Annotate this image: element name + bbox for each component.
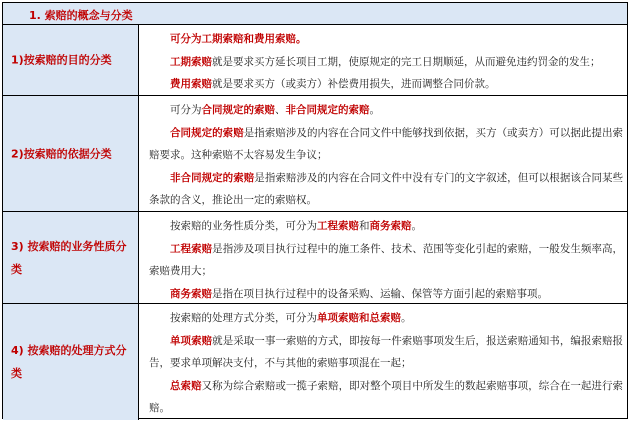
highlighted-term: 商务索赔	[369, 220, 412, 232]
description-paragraph	[149, 330, 623, 375]
description-text: 又称为综合索赔或一揽子索赔，即对整个项目中所发生的数起索赔事项，综合在一起进行索赔。	[149, 379, 624, 414]
description-text: 就是采取一事一索赔的方式，即按每一件索赔事项发生后，报送索赔通知书，编报索赔报告，要求单项解决支付，不与其他的索赔事项混在一起；	[149, 334, 624, 369]
table-row	[3, 96, 627, 212]
highlighted-term: 工期索赔	[170, 55, 212, 68]
description-cell	[149, 215, 623, 305]
description-text: 是指索赔涉及的内容在合同文件中能够找到依据，买方（或卖方）可以据此提出索赔要求。这种索赔不太容易发生争议；	[149, 126, 623, 161]
description-text: 可分为	[170, 104, 202, 116]
category-label: 1)按索赔的目的分类	[11, 53, 112, 67]
title-row	[3, 3, 627, 25]
description-text: 、	[275, 104, 286, 116]
category-label: 2)按索赔的依据分类	[11, 147, 112, 160]
description-text: 。	[369, 104, 380, 116]
category-cell	[3, 304, 139, 420]
description-paragraph	[149, 375, 623, 420]
highlighted-term: 可分为工期索赔和费用索赔。	[170, 33, 307, 45]
description-paragraph	[149, 73, 623, 96]
highlighted-term: 商务索赔	[170, 287, 212, 300]
highlighted-term: 非合同规定的索赔	[170, 171, 255, 184]
highlighted-term: 合同规定的索赔	[201, 104, 275, 116]
description-text: 是指涉及项目执行过程中的施工条件、技术、范围等变化引起的索赔，一般发生频率高，索赔费用大；	[149, 242, 624, 277]
table-row	[3, 304, 627, 420]
category-cell	[3, 212, 139, 303]
description-text: 就是要求买方延长项目工期，使原规定的完工日期顺延，从而避免违约罚金的发生；	[212, 55, 601, 68]
description-text: 是指索赔涉及的内容在合同文件中没有专门的文字叙述，但可以根据该合同某些条款的含义，推论出一定的索赔权。	[149, 171, 624, 206]
highlighted-term: 单项索赔	[170, 334, 213, 347]
description-paragraph	[149, 215, 623, 238]
category-cell	[3, 96, 139, 211]
description-text: 就是要求买方（或卖方）补偿费用损失，进而调整合同价款。	[212, 78, 496, 90]
highlighted-term: 工程索赔	[170, 242, 213, 255]
description-cell	[149, 28, 623, 96]
description-text: 。	[401, 312, 412, 324]
category-label: 4) 按索赔的处理方式分类	[11, 344, 127, 380]
description-paragraph	[149, 167, 623, 212]
highlighted-term: 总索赔	[170, 379, 202, 392]
description-paragraph	[149, 238, 623, 283]
description-paragraph	[149, 307, 623, 330]
description-paragraph	[149, 51, 623, 74]
highlighted-term: 单项索赔和总索赔	[317, 312, 401, 324]
table-row	[3, 212, 627, 304]
description-paragraph	[149, 28, 623, 51]
highlighted-term: 费用索赔	[170, 78, 212, 90]
description-text: 按索赔的处理方式分类，可分为	[170, 312, 317, 324]
highlighted-term: 合同规定的索赔	[170, 126, 244, 139]
highlighted-term: 工程索赔	[317, 220, 359, 232]
description-text: 是指在项目执行过程中的设备采购、运输、保管等方面引起的索赔事项。	[212, 287, 548, 300]
classification-table	[2, 2, 628, 419]
highlighted-term: 非合同规定的索赔	[285, 104, 370, 116]
table-title: 1. 索赔的概念与分类	[29, 9, 133, 22]
description-text: 和	[359, 220, 370, 232]
description-text: 按索赔的业务性质分类，可分为	[170, 220, 317, 232]
description-paragraph	[149, 122, 623, 167]
description-text: 。	[411, 220, 422, 232]
description-paragraph	[149, 99, 623, 122]
category-cell	[3, 25, 139, 95]
description-paragraph	[149, 283, 623, 306]
description-cell	[149, 99, 623, 212]
category-label: 3) 按索赔的业务性质分类	[11, 239, 127, 276]
table-row	[3, 25, 627, 96]
description-cell	[149, 307, 623, 420]
